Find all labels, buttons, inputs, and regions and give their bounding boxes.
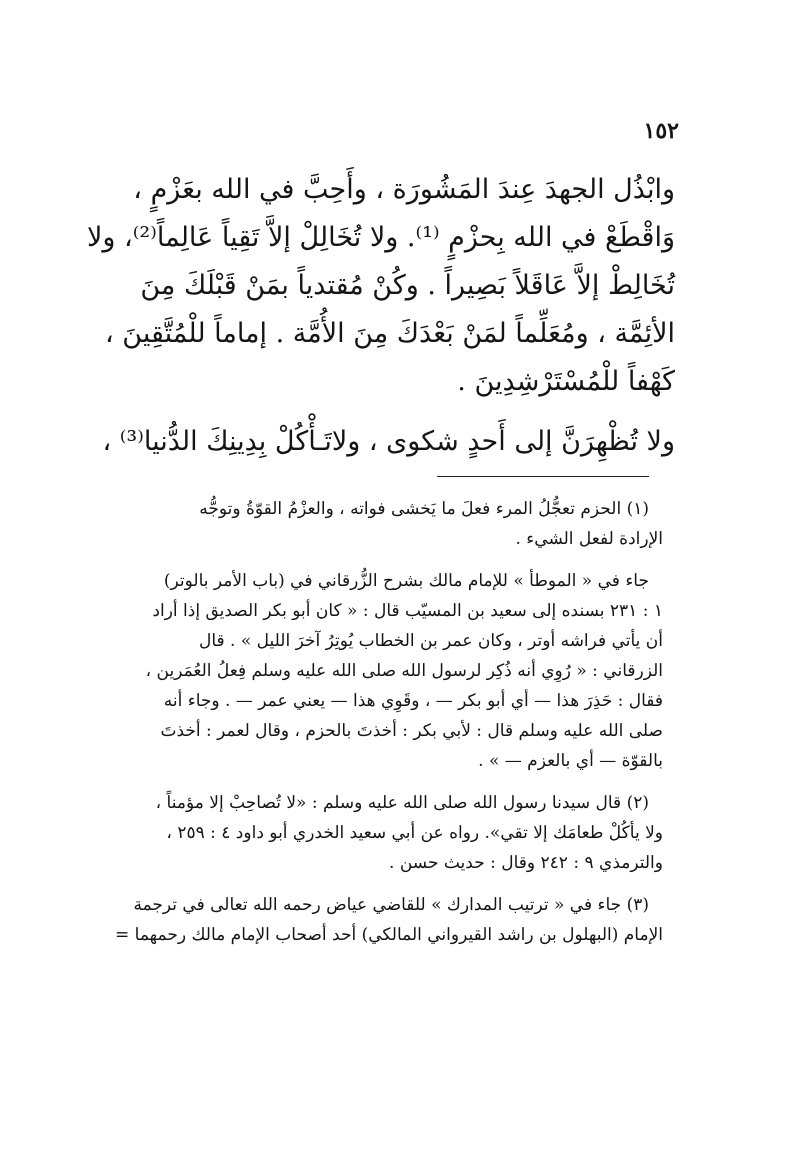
footnote-line: (٢) قال سيدنا رسول الله صلى الله عليه وسلم : «لا تُصاحِبْ إلا مؤمناً ، bbox=[155, 793, 649, 813]
main-text-line: كَهْفاً للْمُسْتَرْشِدِينَ . bbox=[457, 366, 675, 397]
footnote-gap bbox=[115, 554, 663, 566]
footnote-line: (١) الحزم تعجُّلُ المرء فعلَ ما يَخشى فواته ، والعزْمُ القوّةُ وتوجُّه bbox=[199, 499, 649, 519]
main-text-line: وابْذُل الجهدَ عِندَ المَشُورَة ، وأَحِبَّ في الله بعَزْمٍ ، bbox=[133, 174, 675, 205]
footnote-gap bbox=[115, 878, 663, 890]
footnote-line: بالقوّة — أي بالعزم — » . bbox=[478, 751, 663, 771]
main-text-line: وَاقْطَعْ في الله بِحزْمٍ ⁽¹⁾. ولا تُخَالِلْ إلاَّ تَقِياً عَالِماً⁽²⁾، ولا bbox=[87, 222, 675, 253]
footnote-line: الإرادة لفعل الشيء . bbox=[515, 529, 663, 549]
paragraph-gap bbox=[115, 406, 675, 418]
footnote-line: فقال : حَذِرَ هذا — أي أبو بكر — ، وقَوِي هذا — يعني عمر — . وجاء أنه bbox=[163, 691, 663, 711]
page-number: ١٥٢ bbox=[643, 118, 679, 144]
footnote-gap bbox=[115, 776, 663, 788]
footnote-line: أن يأتي فراشه أوتر ، وكان عمر بن الخطاب يُوتِرُ آخرَ الليل » . قال bbox=[198, 631, 663, 651]
footnote-line: الإمام (البهلول بن راشد القيرواني المالكي) أحد أصحاب الإمام مالك رحمهما = bbox=[115, 925, 663, 945]
main-text bbox=[87, 166, 675, 466]
footnotes bbox=[115, 494, 663, 950]
main-text-line: تُخَالِطْ إلاَّ عَاقَلاً بَصِيراً . وكُنْ مُقتدياً بمَنْ قَبْلَكَ مِنَ bbox=[140, 270, 675, 301]
footnote-line: (٣) جاء في « ترتيب المدارك » للقاضي عياض رحمه الله تعالى في ترجمة bbox=[133, 895, 649, 915]
footnote-line: الزرقاني : « رُوِي أنه ذُكِر لرسول الله صلى الله عليه وسلم فِعلُ العُمَرين ، bbox=[145, 661, 663, 681]
footnote-line: جاء في « الموطأ » للإمام مالك بشرح الزُّرقاني في (باب الأمر بالوتر) bbox=[163, 571, 649, 591]
footnote-divider bbox=[437, 476, 649, 477]
footnote-line: صلى الله عليه وسلم قال : لأبي بكر : أخذتَ بالحزم ، وقال لعمر : أخذتَ bbox=[160, 721, 663, 741]
footnote-line: ١ : ٢٣١ بسنده إلى سعيد بن المسيّب قال : « كان أبو بكر الصديق إذا أراد bbox=[152, 601, 663, 621]
main-text-line: ولا تُظْهِرَنَّ إلى أَحدٍ شكوى ، ولاتَـأْكُلْ بِدِينِكَ الدُّنيا⁽³⁾ ، bbox=[102, 426, 675, 457]
footnote-line: ولا يأكُلْ طعامَك إلا تقي». رواه عن أبي سعيد الخدري أبو داود ٤ : ٢٥٩ ، bbox=[166, 823, 663, 843]
footnote-line: والترمذي ٩ : ٢٤٢ وقال : حديث حسن . bbox=[389, 853, 663, 873]
main-text-line: الأئِمَّة ، ومُعَلِّماً لمَنْ بَعْدَكَ مِنَ الأُمَّة . إماماً للْمُتَّقِينَ ، bbox=[104, 318, 675, 349]
